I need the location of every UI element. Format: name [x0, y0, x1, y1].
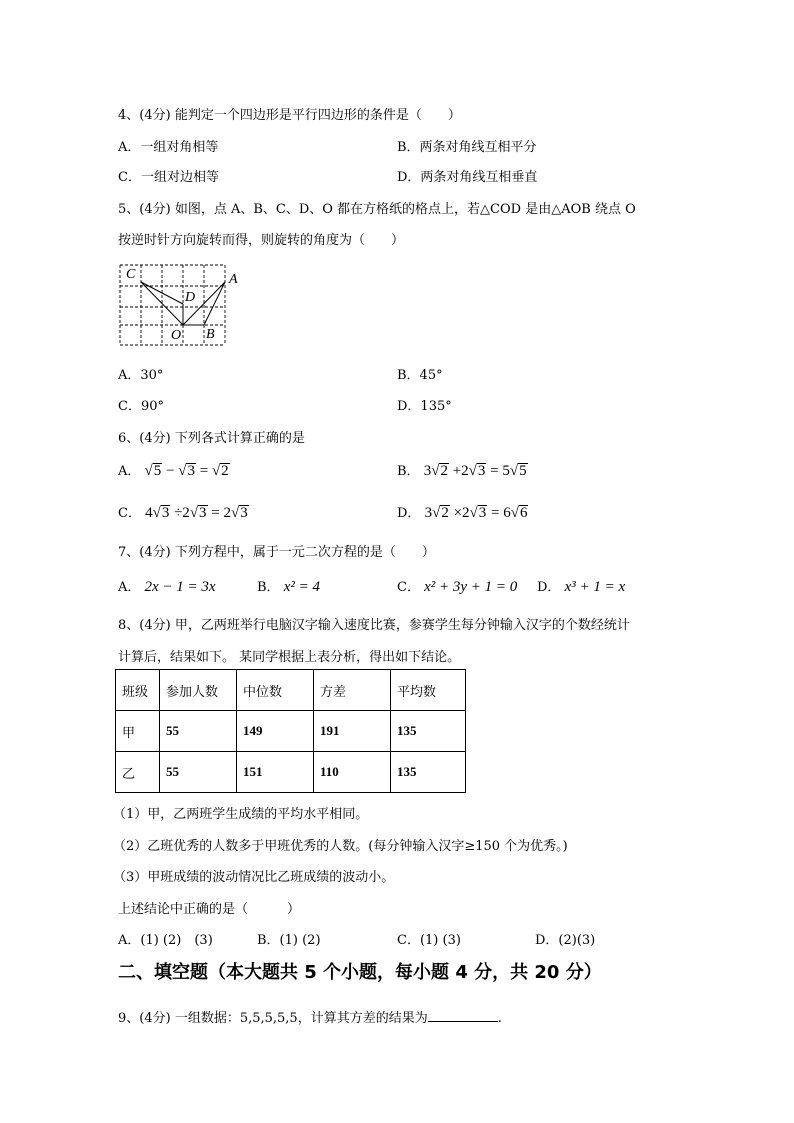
- table-row: [116, 752, 466, 793]
- q8-option-a: A．(1) (2) (3): [118, 933, 213, 948]
- q6-option-a-letter: A．: [118, 464, 141, 479]
- q9-end: .: [497, 1011, 502, 1026]
- table-cell: 151: [237, 752, 314, 793]
- q6-option-d-letter: D．: [397, 506, 421, 521]
- q6-option-b: B． 3√2 +2√3 = 5√5: [397, 463, 527, 479]
- label-b: B: [206, 327, 215, 342]
- q6d-eq: = 6: [491, 505, 511, 521]
- q6a-eq: =: [199, 463, 209, 479]
- q4-stem: 4、(4分) 能判定一个四边形是平行四边形的条件是（ ）: [118, 108, 461, 123]
- q6c-rad2: 3: [199, 505, 207, 521]
- q7-option-a-expr: 2x − 1 = 3x: [144, 579, 216, 595]
- table-cell: 乙: [116, 752, 160, 793]
- q6c-rad1: 3: [161, 505, 170, 521]
- label-c: C: [126, 267, 136, 282]
- q8-stem-line1: 8、(4分) 甲，乙两班举行电脑汉字输入速度比赛，参赛学生每分钟输入汉字的个数经统计: [118, 618, 630, 633]
- q6c-coef: 4: [145, 505, 153, 521]
- q7-option-c-expr: x² + 3y + 1 = 0: [424, 579, 518, 595]
- q7-option-a: [118, 576, 216, 596]
- q6d-op: ×2: [453, 505, 470, 521]
- q7-option-b-expr: x² = 4: [283, 579, 320, 595]
- q6b-rad3: 5: [519, 463, 527, 479]
- q7-option-c-letter: C．: [397, 580, 420, 595]
- section-title: 二、填空题（本大题共 5 个小题，每小题 4 分，共 20 分）: [118, 962, 602, 983]
- q8-option-c: C．(1) (3): [397, 933, 461, 948]
- q9-stem: 9、(4分) 一组数据：5,5,5,5,5，计算其方差的结果为: [118, 1011, 428, 1026]
- q6-option-d: D． 3√2 ×2√3 = 6√6: [397, 505, 528, 521]
- table-row: [116, 711, 466, 752]
- q8-statement-3: （3）甲班成绩的波动情况比乙班成绩的波动小。: [113, 870, 395, 885]
- q6b-op: +2: [452, 463, 469, 479]
- q8-statement-1: （1）甲，乙两班学生成绩的平均水平相同。: [113, 807, 369, 822]
- table-cell: 110: [314, 752, 391, 793]
- table-header-row: [116, 670, 466, 711]
- q7-option-b-letter: B．: [257, 580, 280, 595]
- table-cell: 191: [314, 711, 391, 752]
- q7-option-d-letter: D．: [537, 580, 561, 595]
- q9-line: [118, 1007, 502, 1026]
- q6b-coef: 3: [423, 463, 432, 479]
- q4-option-c: C．一组对边相等: [118, 170, 219, 185]
- q5-option-c: C．90°: [118, 399, 164, 414]
- table-header-cell: 班级: [116, 670, 160, 711]
- q6d-coef: 3: [424, 505, 433, 521]
- q7-option-d: [537, 576, 625, 596]
- q6-option-c: C． 4√3 ÷2√3 = 2√3: [118, 505, 248, 521]
- q8-statement-2: （2）乙班优秀的人数多于甲班优秀的人数。(每分钟输入汉字≥150 个为优秀。): [113, 839, 568, 854]
- q6d-rad1: 2: [441, 505, 449, 521]
- table-header-cell: 平均数: [391, 670, 466, 711]
- q5-option-a: A．30°: [118, 368, 164, 383]
- q7-option-a-letter: A．: [118, 580, 141, 595]
- q5-stem-line2: 按逆时针方向旋转而得，则旋转的角度为（ ）: [118, 233, 405, 248]
- table-cell: 149: [237, 711, 314, 752]
- q6-option-c-letter: C．: [118, 506, 141, 521]
- table-cell: 55: [160, 711, 237, 752]
- q6b-eq: = 5: [490, 463, 510, 479]
- q6c-op: ÷2: [174, 505, 190, 521]
- q4-option-a: A．一组对角相等: [118, 140, 219, 155]
- q8-data-table: [115, 669, 466, 793]
- table-cell: 135: [391, 752, 466, 793]
- q7-option-b: [257, 576, 320, 596]
- q8-stem-line2: 计算后，结果如下。 某同学根据上表分析，得出如下结论。: [118, 650, 461, 665]
- q6b-rad1: 2: [440, 463, 448, 479]
- table-cell: 55: [160, 752, 237, 793]
- table-header-cell: 方差: [314, 670, 391, 711]
- q6d-rad3: 6: [519, 505, 528, 521]
- q8-question: 上述结论中正确的是（ ）: [118, 902, 301, 917]
- q9-answer-blank[interactable]: [428, 1009, 498, 1022]
- q7-stem: 7、(4分) 下列方程中，属于一元二次方程的是（ ）: [118, 545, 435, 560]
- table-header-cell: 中位数: [237, 670, 314, 711]
- q6a-rad2: 3: [187, 463, 195, 479]
- table-cell: 135: [391, 711, 466, 752]
- table-cell: 甲: [116, 711, 160, 752]
- q6-option-a: A． √5 − √3 = √2: [118, 463, 229, 479]
- q6b-rad2: 3: [477, 463, 486, 479]
- q6a-rad1: 5: [153, 463, 162, 479]
- q7-option-d-expr: x³ + 1 = x: [564, 579, 626, 595]
- q8-option-d: D．(2)(3): [535, 933, 596, 948]
- table-header-cell: 参加人数: [160, 670, 237, 711]
- q6a-rad3: 2: [221, 463, 229, 479]
- q6a-op: −: [166, 463, 175, 479]
- q6c-eq: = 2: [211, 505, 232, 521]
- label-d: D: [185, 290, 196, 305]
- q4-option-b: B．两条对角线互相平分: [397, 140, 537, 155]
- q8-option-b: B．(1) (2): [257, 933, 321, 948]
- q7-option-c: [397, 576, 517, 596]
- q5-grid-figure: [115, 260, 245, 350]
- q6-option-b-letter: B．: [397, 464, 420, 479]
- q5-option-b: B．45°: [397, 368, 443, 383]
- q4-option-d: D．两条对角线互相垂直: [397, 170, 538, 185]
- q6d-rad2: 3: [478, 505, 487, 521]
- q6c-rad3: 3: [240, 505, 248, 521]
- label-a: A: [229, 272, 238, 287]
- q6-stem: 6、(4分) 下列各式计算正确的是: [118, 431, 305, 446]
- q5-stem-line1: 5、(4分) 如图，点 A、B、C、D、O 都在方格纸的格点上，若△COD 是由△AOB 绕点 O: [118, 202, 636, 217]
- label-o: O: [171, 328, 182, 343]
- q5-option-d: D．135°: [397, 399, 452, 414]
